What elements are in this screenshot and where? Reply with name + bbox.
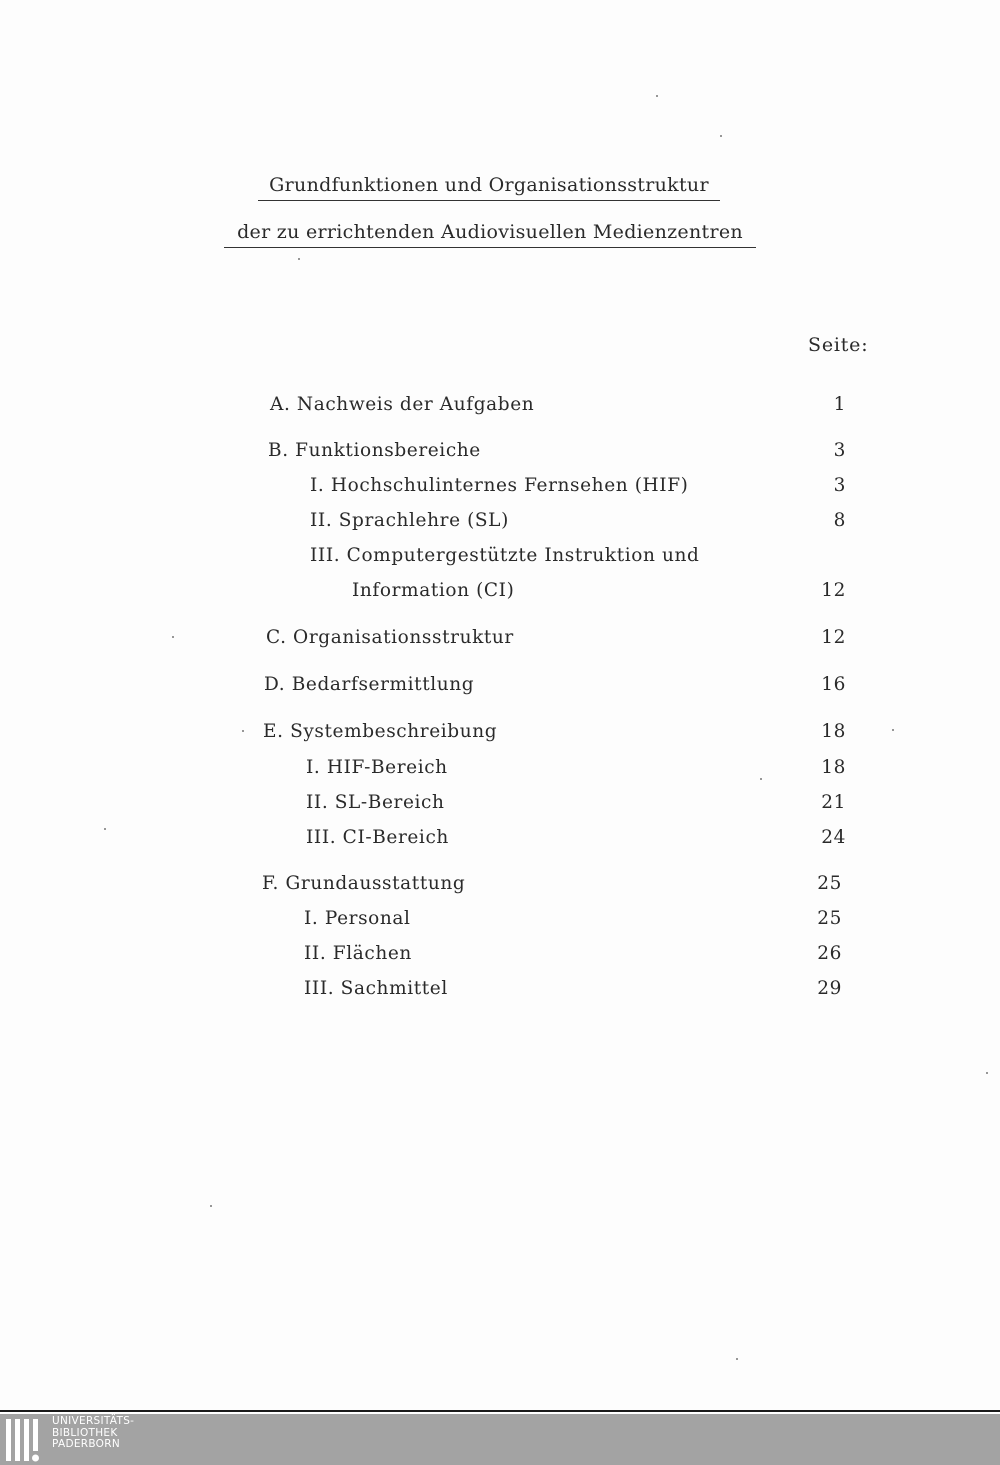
toc-entry-f1-page: 25 — [817, 908, 842, 929]
toc-entry-f-label: F. Grundausstattung — [262, 873, 466, 894]
toc-entry-d-page: 16 — [821, 674, 846, 695]
scan-speck — [892, 729, 894, 731]
toc-entry-f2-page: 26 — [817, 943, 842, 964]
scan-speck — [172, 636, 174, 638]
toc-entry-e2-page: 21 — [821, 792, 846, 813]
toc-entry-b-page: 3 — [833, 440, 846, 461]
scan-speck — [986, 1072, 988, 1074]
toc-entry-c-label: C. Organisationsstruktur — [266, 627, 514, 648]
library-footer — [0, 1414, 1000, 1465]
library-logo-icon — [4, 1417, 48, 1463]
toc-entry-e3-label: III. CI-Bereich — [306, 827, 449, 848]
scan-speck — [242, 730, 244, 732]
toc-entry-a-label: A. Nachweis der Aufgaben — [270, 394, 535, 415]
toc-entry-f1-label: I. Personal — [304, 908, 411, 929]
toc-entry-b1-page: 3 — [833, 475, 846, 496]
toc-entry-d-label: D. Bedarfsermittlung — [264, 674, 475, 695]
toc-entry-e1-label: I. HIF-Bereich — [306, 757, 448, 778]
toc-entry-a-page: 1 — [833, 394, 846, 415]
toc-entry-b3-continued-label: Information (CI) — [352, 580, 515, 601]
scan-speck — [210, 1205, 212, 1207]
scan-speck — [104, 828, 106, 830]
toc-entry-b3-label: III. Computergestützte Instruktion und — [310, 545, 700, 566]
library-name-line-2: BIBLIOTHEK — [52, 1426, 118, 1439]
toc-entry-b2-label: II. Sprachlehre (SL) — [310, 510, 509, 531]
toc-entry-b-label: B. Funktionsbereiche — [268, 440, 481, 461]
toc-entry-b3-continued-page: 12 — [821, 580, 846, 601]
scan-speck — [760, 778, 762, 780]
footer-divider — [0, 1410, 1000, 1412]
toc-entry-b2-page: 8 — [833, 510, 846, 531]
document-title-line-2: der zu errichtenden Audiovisuellen Medienzentren — [224, 221, 756, 248]
document-title-line-1: Grundfunktionen und Organisationsstruktur — [258, 174, 720, 201]
library-name-line-3: PADERBORN — [52, 1438, 120, 1450]
page-column-header: Seite: — [808, 334, 869, 356]
toc-entry-f3-label: III. Sachmittel — [304, 978, 448, 999]
toc-entry-f3-page: 29 — [817, 978, 842, 999]
scan-speck — [720, 135, 722, 137]
scan-speck — [736, 1358, 738, 1360]
toc-entry-e1-page: 18 — [821, 757, 846, 778]
library-name-line-1: UNIVERSITÄTS- — [52, 1415, 135, 1427]
toc-entry-b1-label: I. Hochschulinternes Fernsehen (HIF) — [310, 475, 689, 496]
toc-entry-e-label: E. Systembeschreibung — [263, 721, 498, 742]
toc-entry-e-page: 18 — [821, 721, 846, 742]
toc-entry-e2-label: II. SL-Bereich — [306, 792, 445, 813]
toc-entry-e3-page: 24 — [821, 827, 846, 848]
toc-entry-f-page: 25 — [817, 873, 842, 894]
library-name — [52, 1416, 134, 1451]
toc-entry-f2-label: II. Flächen — [304, 943, 412, 964]
scan-speck — [298, 258, 300, 260]
scan-speck — [656, 95, 658, 97]
toc-entry-c-page: 12 — [821, 627, 846, 648]
